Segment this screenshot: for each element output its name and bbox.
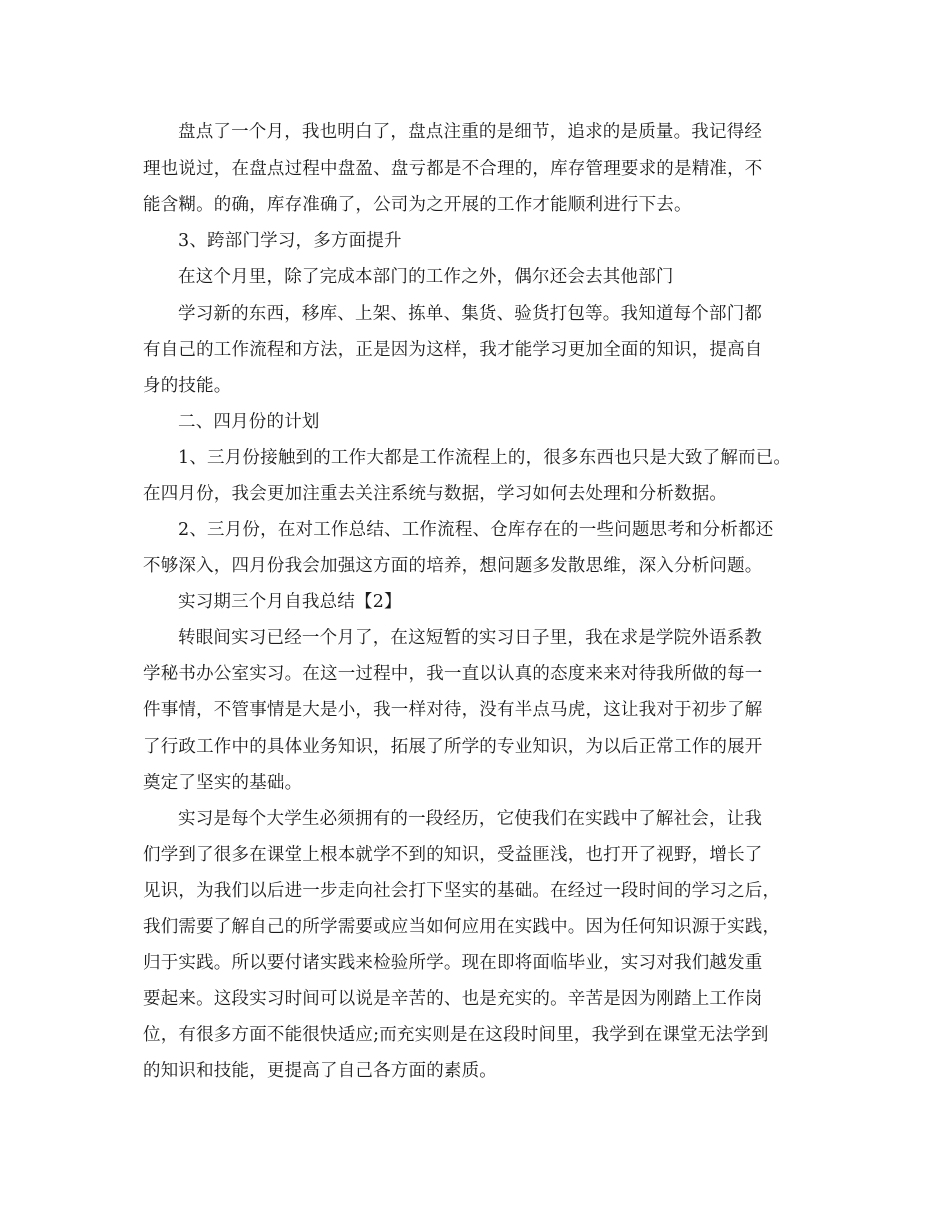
text-line: 了行政工作中的具体业务知识，拓展了所学的专业知识，为以后正常工作的展开 (143, 737, 763, 757)
text-line: 3、跨部门学习，多方面提升 (178, 231, 402, 251)
text-line: 能含糊。的确，库存准确了，公司为之开展的工作才能顺利进行下去。 (143, 195, 692, 215)
text-line: 学习新的东西，移库、上架、拣单、集货、验货打包等。我知道每个部门都 (178, 304, 763, 324)
text-line: 盘点了一个月，我也明白了，盘点注重的是细节，追求的是质量。我记得经 (178, 122, 763, 142)
text-line: 理也说过，在盘点过程中盘盈、盘亏都是不合理的，库存管理要求的是精准，不 (143, 159, 763, 179)
section-heading: 实习期三个月自我总结【2】 (178, 592, 402, 612)
text-line: 的知识和技能，更提高了自己各方面的素质。 (143, 1061, 497, 1081)
text-line: 转眼间实习已经一个月了，在这短暂的实习日子里，我在求是学院外语系教 (178, 628, 763, 648)
text-line: 学秘书办公室实习。在这一过程中，我一直以认真的态度来来对待我所做的每一 (143, 664, 763, 684)
text-line: 件事情，不管事情是大是小，我一样对待，没有半点马虎，这让我对于初步了解 (143, 700, 763, 720)
text-line: 归于实践。所以要付诸实践来检验所学。现在即将面临毕业，实习对我们越发重 (143, 953, 763, 973)
text-line: 1、三月份接触到的工作大都是工作流程上的，很多东西也只是大致了解而已。 (178, 448, 792, 468)
text-line: 在这个月里，除了完成本部门的工作之外，偶尔还会去其他部门 (178, 267, 674, 287)
text-line: 有自己的工作流程和方法，正是因为这样，我才能学习更加全面的知识，提高自 (143, 340, 763, 360)
text-line: 们学到了很多在课堂上根本就学不到的知识，受益匪浅，也打开了视野，增长了 (143, 845, 763, 865)
text-line: 不够深入，四月份我会加强这方面的培养，想问题多发散思维，深入分析问题。 (143, 556, 763, 576)
text-line: 奠定了坚实的基础。 (143, 773, 303, 793)
text-line: 2、三月份，在对工作总结、工作流程、仓库存在的一些问题思考和分析都还 (178, 520, 774, 540)
text-line: 见识，为我们以后进一步走向社会打下坚实的基础。在经过一段时间的学习之后， (143, 881, 781, 901)
text-line: 要起来。这段实习时间可以说是辛苦的、也是充实的。辛苦是因为刚踏上工作岗 (143, 989, 763, 1009)
text-line: 在四月份，我会更加注重去关注系统与数据，学习如何去处理和分析数据。 (143, 484, 728, 504)
text-line: 实习是每个大学生必须拥有的一段经历，它使我们在实践中了解社会，让我 (178, 809, 763, 829)
text-line: 二、四月份的计划 (178, 412, 320, 432)
text-line: 位，有很多方面不能很快适应;而充实则是在这段时间里，我学到在课堂无法学到 (143, 1025, 769, 1045)
text-line: 我们需要了解自己的所学需要或应当如何应用在实践中。因为任何知识源于实践， (143, 917, 781, 937)
text-line: 身的技能。 (143, 376, 232, 396)
